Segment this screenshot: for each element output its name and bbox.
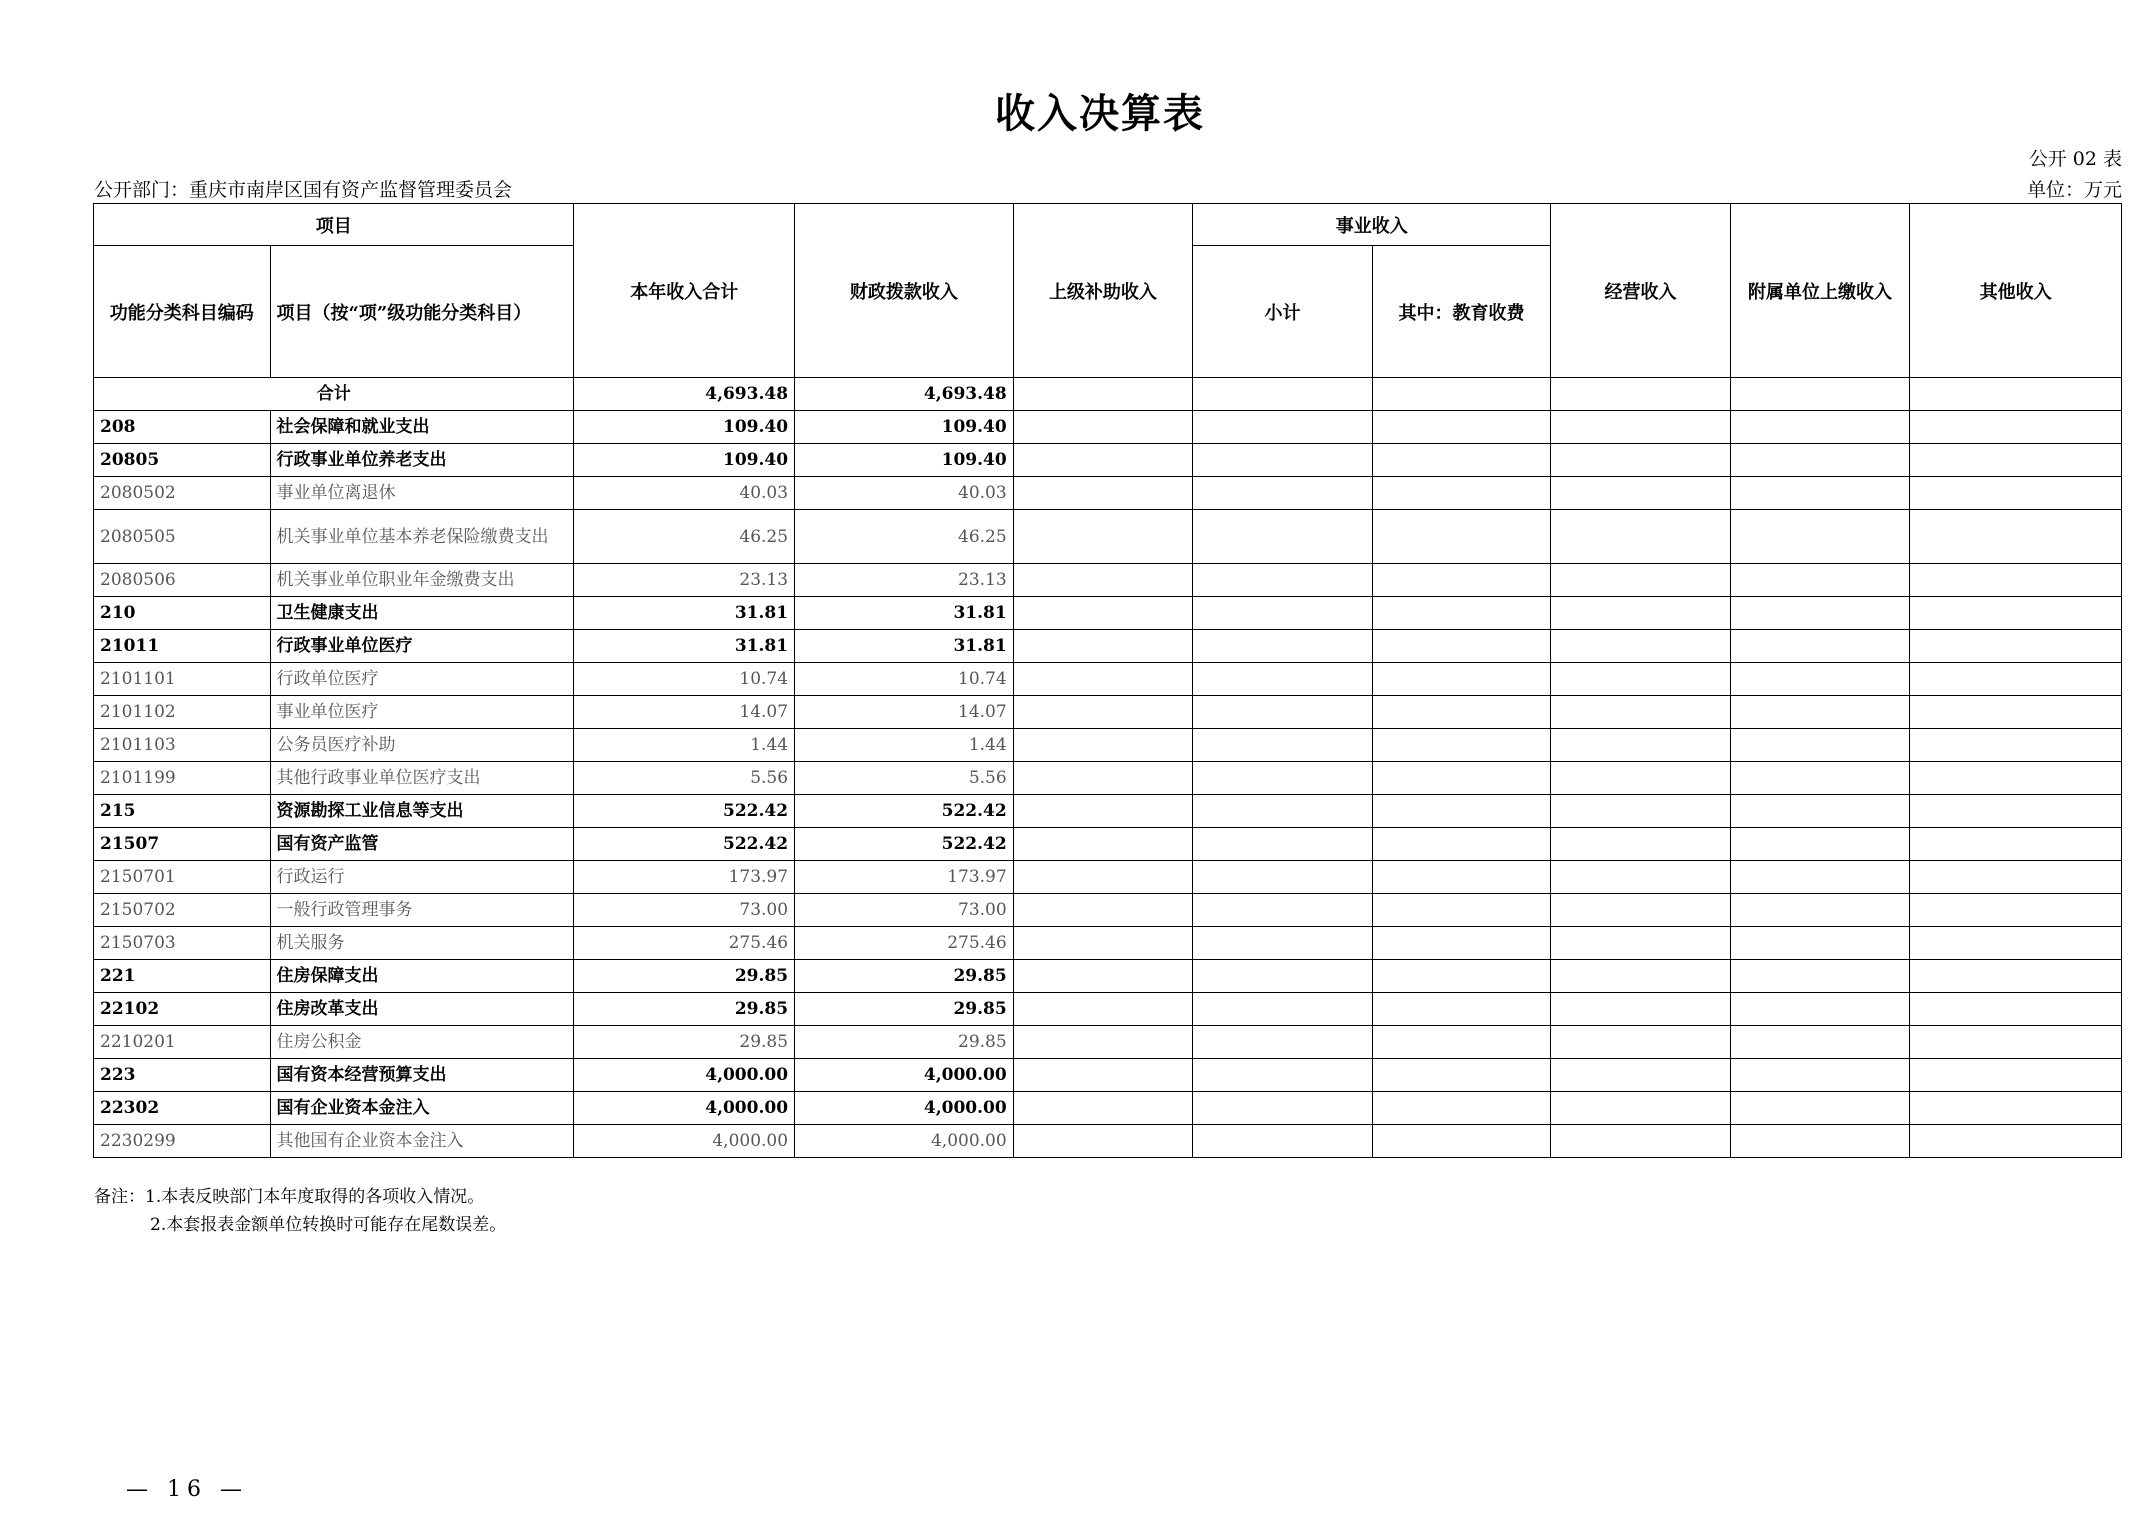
header-fiscal: 财政拨款收入 [795,204,1014,378]
income-table [93,203,2122,1158]
empty-cell [1372,762,1551,795]
empty-cell [1730,411,1910,444]
row-name: 行政事业单位养老支出 [270,444,574,477]
empty-cell [1013,597,1193,630]
empty-cell [1013,861,1193,894]
empty-cell [1730,510,1910,564]
empty-cell [1551,1092,1731,1125]
row-code: 2230299 [94,1125,271,1158]
empty-cell [1372,729,1551,762]
empty-cell [1910,762,2122,795]
empty-cell [1372,510,1551,564]
note-1: 备注：1.本表反映部门本年度取得的各项收入情况。 [94,1187,485,1207]
empty-cell [1910,795,2122,828]
empty-cell [1730,1092,1910,1125]
row-code: 2150701 [94,861,271,894]
row-name: 国有资本经营预算支出 [270,1059,574,1092]
row-name: 行政单位医疗 [270,663,574,696]
empty-cell [1372,795,1551,828]
row-name: 事业单位医疗 [270,696,574,729]
row-code: 215 [94,795,271,828]
row-total-income: 109.40 [574,411,795,444]
empty-cell [1730,894,1910,927]
empty-cell [1372,477,1551,510]
empty-cell [1193,795,1373,828]
row-total-income: 40.03 [574,477,795,510]
table-row [94,1059,2122,1092]
row-name: 其他国有企业资本金注入 [270,1125,574,1158]
table-row [94,861,2122,894]
header-other: 其他收入 [1910,204,2122,378]
row-fiscal: 173.97 [795,861,1014,894]
header-func-name: 项目（按“项”级功能分类科目） [270,246,574,378]
empty-cell [1551,477,1731,510]
empty-cell [1013,1026,1193,1059]
empty-cell [1551,411,1731,444]
empty-cell [1372,960,1551,993]
row-name: 资源勘探工业信息等支出 [270,795,574,828]
row-fiscal: 31.81 [795,630,1014,663]
empty-cell [1372,630,1551,663]
header-project: 项目 [94,204,574,246]
empty-cell [1193,1059,1373,1092]
row-code: 22302 [94,1092,271,1125]
empty-cell [1910,861,2122,894]
department-label: 公开部门：重庆市南岸区国有资产监督管理委员会 [94,179,513,201]
empty-cell [1730,1125,1910,1158]
empty-cell [1013,729,1193,762]
total-label: 合计 [94,378,574,411]
row-name: 机关服务 [270,927,574,960]
table-row [94,960,2122,993]
row-total-income: 29.85 [574,960,795,993]
row-code: 2080506 [94,564,271,597]
row-name: 住房公积金 [270,1026,574,1059]
empty-cell [1910,1026,2122,1059]
table-row [94,510,2122,564]
empty-cell [1730,828,1910,861]
row-total-income: 10.74 [574,663,795,696]
empty-cell [1730,795,1910,828]
empty-cell [1013,696,1193,729]
row-total-income: 109.40 [574,444,795,477]
total-row [94,378,2122,411]
total-income-value: 4,693.48 [574,378,795,411]
empty-cell [1551,762,1731,795]
row-code: 2080502 [94,477,271,510]
table-row [94,894,2122,927]
row-fiscal: 109.40 [795,411,1014,444]
empty-cell [1910,597,2122,630]
empty-cell [1730,597,1910,630]
empty-cell [1013,411,1193,444]
empty-cell [1551,960,1731,993]
row-total-income: 46.25 [574,510,795,564]
row-name: 国有资产监管 [270,828,574,861]
empty-cell [1730,762,1910,795]
table-row [94,564,2122,597]
empty-cell [1013,663,1193,696]
row-fiscal: 29.85 [795,993,1014,1026]
row-fiscal: 4,000.00 [795,1092,1014,1125]
empty-cell [1551,663,1731,696]
empty-cell [1910,663,2122,696]
row-name: 住房保障支出 [270,960,574,993]
empty-cell [1193,1026,1373,1059]
table-row [94,630,2122,663]
row-code: 208 [94,411,271,444]
empty-cell [1730,960,1910,993]
empty-cell [1730,477,1910,510]
empty-cell [1193,927,1373,960]
empty-cell [1730,444,1910,477]
empty-cell [1910,630,2122,663]
row-code: 22102 [94,993,271,1026]
empty-cell [1372,993,1551,1026]
empty-cell [1193,630,1373,663]
empty-cell [1551,993,1731,1026]
empty-cell [1910,927,2122,960]
row-fiscal: 14.07 [795,696,1014,729]
table-row [94,927,2122,960]
row-fiscal: 40.03 [795,477,1014,510]
row-code: 210 [94,597,271,630]
row-fiscal: 1.44 [795,729,1014,762]
row-fiscal: 5.56 [795,762,1014,795]
row-fiscal: 46.25 [795,510,1014,564]
row-total-income: 173.97 [574,861,795,894]
row-code: 20805 [94,444,271,477]
empty-cell [1193,894,1373,927]
row-fiscal: 522.42 [795,795,1014,828]
row-name: 国有企业资本金注入 [270,1092,574,1125]
empty-cell [1910,729,2122,762]
row-code: 221 [94,960,271,993]
empty-cell [1193,729,1373,762]
row-code: 2101103 [94,729,271,762]
empty-cell [1730,696,1910,729]
table-row [94,663,2122,696]
empty-cell [1193,1092,1373,1125]
empty-cell [1910,1059,2122,1092]
row-code: 2210201 [94,1026,271,1059]
row-code: 2101102 [94,696,271,729]
empty-cell [1013,960,1193,993]
empty-cell [1193,762,1373,795]
row-total-income: 73.00 [574,894,795,927]
empty-cell [1730,663,1910,696]
empty-cell [1372,663,1551,696]
row-total-income: 275.46 [574,927,795,960]
row-code: 21011 [94,630,271,663]
empty-cell [1013,828,1193,861]
empty-cell [1372,564,1551,597]
empty-cell [1013,927,1193,960]
row-name: 行政运行 [270,861,574,894]
empty-cell [1910,477,2122,510]
row-name: 住房改革支出 [270,993,574,1026]
unit-label: 单位：万元 [2026,179,2122,201]
empty-cell [1013,477,1193,510]
empty-cell [1193,663,1373,696]
empty-cell [1372,1059,1551,1092]
empty-cell [1730,564,1910,597]
empty-cell [1013,993,1193,1026]
empty-cell [1730,630,1910,663]
row-code: 2150702 [94,894,271,927]
row-fiscal: 4,000.00 [795,1125,1014,1158]
empty-cell [1372,861,1551,894]
table-row [94,411,2122,444]
empty-cell [1193,444,1373,477]
empty-cell [1551,828,1731,861]
empty-cell [1910,564,2122,597]
empty-cell [1551,927,1731,960]
table-row [94,1092,2122,1125]
row-fiscal: 4,000.00 [795,1059,1014,1092]
empty-cell [1910,894,2122,927]
empty-cell [1372,927,1551,960]
empty-cell [1730,1059,1910,1092]
row-fiscal: 29.85 [795,960,1014,993]
empty-cell [1372,1125,1551,1158]
row-code: 2101101 [94,663,271,696]
table-row [94,444,2122,477]
row-total-income: 522.42 [574,828,795,861]
empty-cell [1551,444,1731,477]
empty-cell [1730,729,1910,762]
empty-cell [1372,444,1551,477]
notes [94,1183,506,1239]
empty-cell [1013,1092,1193,1125]
row-code: 2101199 [94,762,271,795]
row-total-income: 4,000.00 [574,1125,795,1158]
row-total-income: 5.56 [574,762,795,795]
row-name: 社会保障和就业支出 [270,411,574,444]
empty-cell [1730,927,1910,960]
row-code: 2080505 [94,510,271,564]
header-superior: 上级补助收入 [1013,204,1193,378]
header-operating: 经营收入 [1551,204,1731,378]
empty-cell [1551,564,1731,597]
row-fiscal: 10.74 [795,663,1014,696]
empty-cell [1193,510,1373,564]
empty-cell [1193,861,1373,894]
row-total-income: 29.85 [574,1026,795,1059]
empty-cell [1372,696,1551,729]
empty-cell [1013,564,1193,597]
empty-cell [1551,696,1731,729]
row-total-income: 4,000.00 [574,1092,795,1125]
empty-cell [1013,444,1193,477]
empty-cell [1372,1026,1551,1059]
row-code: 2150703 [94,927,271,960]
row-fiscal: 73.00 [795,894,1014,927]
empty-cell [1193,411,1373,444]
table-row [94,795,2122,828]
row-fiscal: 23.13 [795,564,1014,597]
empty-cell [1372,597,1551,630]
row-name: 一般行政管理事务 [270,894,574,927]
table-row [94,1125,2122,1158]
header-total-income: 本年收入合计 [574,204,795,378]
header-func-code: 功能分类科目编码 [94,246,271,378]
empty-cell [1910,510,2122,564]
row-total-income: 31.81 [574,630,795,663]
row-name: 行政事业单位医疗 [270,630,574,663]
table-row [94,828,2122,861]
row-name: 事业单位离退休 [270,477,574,510]
empty-cell [1193,993,1373,1026]
table-row [94,477,2122,510]
empty-cell [1013,1059,1193,1092]
empty-cell [1193,828,1373,861]
empty-cell [1551,1026,1731,1059]
table-row [94,696,2122,729]
empty-cell [1193,564,1373,597]
empty-cell [1372,828,1551,861]
row-fiscal: 522.42 [795,828,1014,861]
row-name: 公务员医疗补助 [270,729,574,762]
empty-cell [1910,828,2122,861]
empty-cell [1193,960,1373,993]
row-total-income: 1.44 [574,729,795,762]
empty-cell [1372,1092,1551,1125]
empty-cell [1910,444,2122,477]
empty-cell [1013,762,1193,795]
empty-cell [1730,1026,1910,1059]
empty-cell [1910,993,2122,1026]
empty-cell [1910,696,2122,729]
empty-cell [1013,510,1193,564]
table-row [94,1026,2122,1059]
empty-cell [1013,795,1193,828]
empty-cell [1013,630,1193,663]
row-code: 223 [94,1059,271,1092]
empty-cell [1551,861,1731,894]
empty-cell [1372,411,1551,444]
empty-cell [1730,993,1910,1026]
row-total-income: 23.13 [574,564,795,597]
empty-cell [1193,696,1373,729]
empty-cell [1551,894,1731,927]
note-2: 2.本套报表金额单位转换时可能存在尾数误差。 [150,1215,507,1235]
row-name: 机关事业单位职业年金缴费支出 [270,564,574,597]
empty-cell [1193,477,1373,510]
row-total-income: 31.81 [574,597,795,630]
page-title: 收入决算表 [995,90,1205,137]
row-fiscal: 29.85 [795,1026,1014,1059]
empty-cell [1910,411,2122,444]
empty-cell [1013,894,1193,927]
table-row [94,729,2122,762]
empty-cell [1551,1059,1731,1092]
row-code: 21507 [94,828,271,861]
empty-cell [1193,1125,1373,1158]
empty-cell [1910,1125,2122,1158]
header-business-income: 事业收入 [1193,204,1551,246]
header-affiliated: 附属单位上缴收入 [1730,204,1910,378]
row-total-income: 4,000.00 [574,1059,795,1092]
row-fiscal: 109.40 [795,444,1014,477]
row-total-income: 522.42 [574,795,795,828]
table-row [94,993,2122,1026]
empty-cell [1910,1092,2122,1125]
row-name: 机关事业单位基本养老保险缴费支出 [270,510,574,564]
row-fiscal: 275.46 [795,927,1014,960]
empty-cell [1551,1125,1731,1158]
table-row [94,597,2122,630]
empty-cell [1551,630,1731,663]
row-total-income: 14.07 [574,696,795,729]
empty-cell [1551,597,1731,630]
empty-cell [1013,1125,1193,1158]
row-fiscal: 31.81 [795,597,1014,630]
empty-cell [1551,795,1731,828]
empty-cell [1910,960,2122,993]
header-subtotal: 小计 [1193,246,1373,378]
table-row [94,762,2122,795]
total-fiscal-value: 4,693.48 [795,378,1014,411]
empty-cell [1193,597,1373,630]
empty-cell [1551,510,1731,564]
empty-cell [1372,894,1551,927]
row-name: 其他行政事业单位医疗支出 [270,762,574,795]
form-number: 公开 02 表 [2028,148,2122,170]
row-total-income: 29.85 [574,993,795,1026]
empty-cell [1551,729,1731,762]
row-name: 卫生健康支出 [270,597,574,630]
header-education-fee: 其中：教育收费 [1372,246,1551,378]
page-number: — 16 — [126,1477,248,1502]
empty-cell [1730,861,1910,894]
